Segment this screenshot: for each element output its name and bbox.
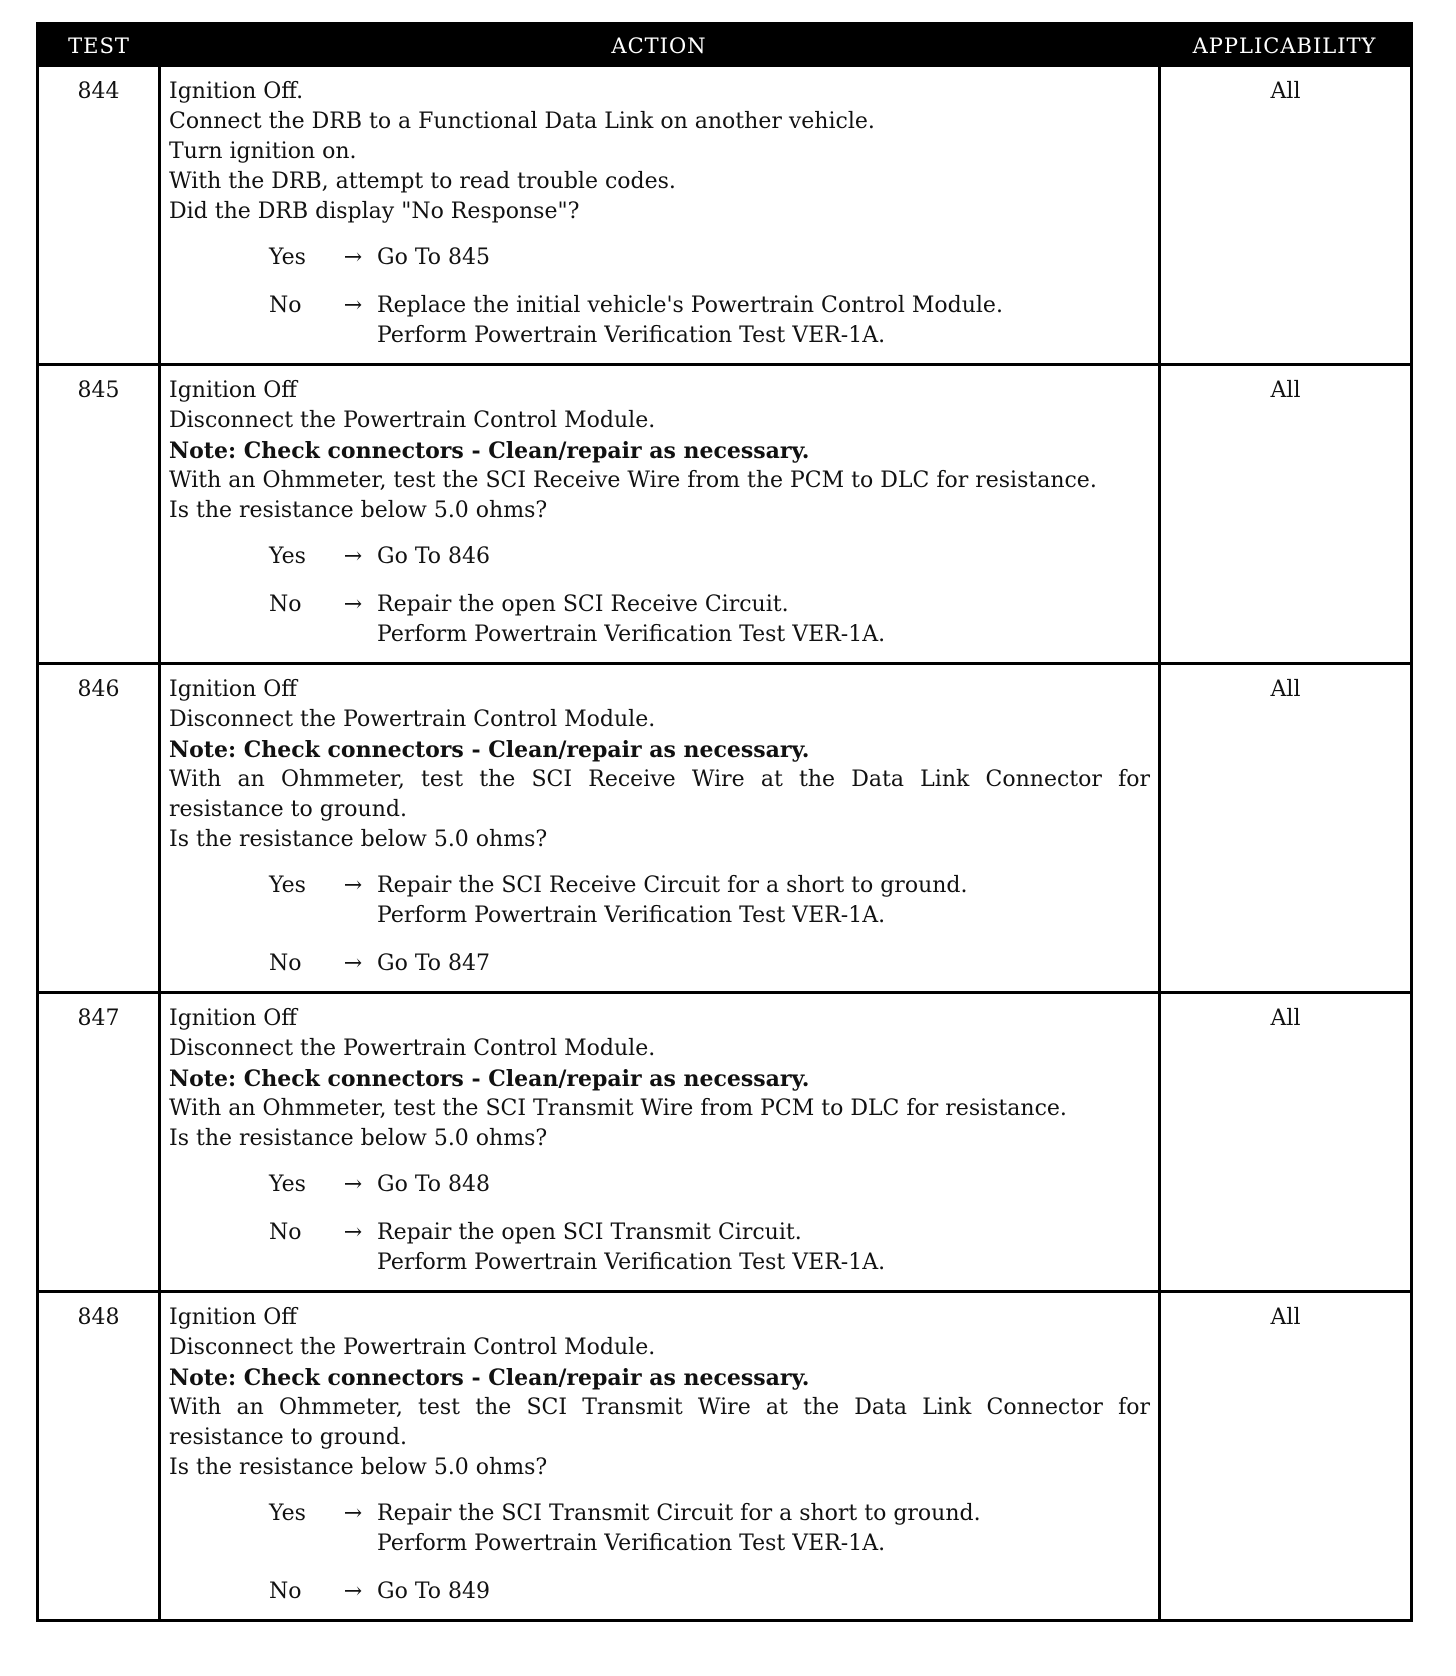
arrow-right-icon: →: [343, 245, 363, 270]
applicability-value: All: [1270, 677, 1301, 702]
action-step: With an Ohmmeter, test the SCI Transmit Wire at the Data Link Connector for: [169, 1395, 1150, 1420]
action-step: With an Ohmmeter, test the SCI Receive Wire at the Data Link Connector for: [169, 767, 1150, 792]
outcome-result: [377, 871, 1150, 931]
arrow-right-icon: →: [343, 544, 363, 569]
table-row: [39, 363, 1410, 662]
outcome-yes: [269, 243, 1150, 273]
action-step: Ignition Off: [169, 1305, 297, 1330]
answer-no: No: [269, 1579, 302, 1604]
action-step: Is the resistance below 5.0 ohms?: [169, 827, 548, 852]
result-line: Replace the initial vehicle's Powertrain Control Module.: [377, 293, 1003, 318]
outcome-yes: [269, 1170, 1150, 1200]
applicability-value: All: [1270, 1006, 1301, 1031]
action-step: resistance to ground.: [169, 1425, 407, 1450]
result-line: Go To 848: [377, 1172, 491, 1197]
table-row: [39, 1290, 1410, 1619]
note-text: Note: Check connectors - Clean/repair as necessary.: [169, 438, 810, 464]
table-header: [39, 25, 1410, 67]
outcome-no: [269, 291, 1150, 351]
action-step: Disconnect the Powertrain Control Module.: [169, 408, 656, 433]
action-step: Ignition Off.: [169, 79, 304, 104]
note-text: Note: Check connectors - Clean/repair as necessary.: [169, 1365, 810, 1391]
action-step: Connect the DRB to a Functional Data Link on another vehicle.: [169, 109, 875, 134]
arrow-right-icon: →: [343, 1501, 363, 1526]
header-applicability: APPLICABILITY: [1192, 34, 1377, 58]
answer-no: No: [269, 951, 302, 976]
table-row: [39, 991, 1410, 1290]
answer-yes: Yes: [269, 245, 306, 270]
outcome-yes: [269, 1499, 1150, 1559]
action-step: Disconnect the Powertrain Control Module.: [169, 1335, 656, 1360]
result-line: Perform Powertrain Verification Test VER-1A.: [377, 323, 886, 348]
arrow-right-icon: →: [343, 1220, 363, 1245]
outcome-yes: [269, 871, 1150, 931]
outcome-result: [377, 291, 1150, 351]
table-row: [39, 662, 1410, 991]
test-number: 844: [39, 67, 161, 363]
action-step: Turn ignition on.: [169, 139, 357, 164]
action-cell: [161, 665, 1161, 991]
action-step: Is the resistance below 5.0 ohms?: [169, 1126, 548, 1151]
action-cell: [161, 1293, 1161, 1619]
answer-yes: Yes: [269, 1172, 306, 1197]
action-step: Ignition Off: [169, 677, 297, 702]
applicability-value: All: [1270, 378, 1301, 403]
applicability-value: All: [1270, 79, 1301, 104]
header-action: ACTION: [611, 34, 707, 58]
result-line: Perform Powertrain Verification Test VER-1A.: [377, 903, 886, 928]
answer-no: No: [269, 293, 302, 318]
result-line: Go To 847: [377, 951, 491, 976]
outcome-result: [377, 243, 1150, 273]
header-test: TEST: [68, 34, 130, 58]
arrow-right-icon: →: [343, 1579, 363, 1604]
result-line: Repair the SCI Receive Circuit for a short to ground.: [377, 873, 968, 898]
action-cell: [161, 994, 1161, 1290]
action-cell: [161, 366, 1161, 662]
arrow-right-icon: →: [343, 1172, 363, 1197]
action-step: Disconnect the Powertrain Control Module.: [169, 707, 656, 732]
action-step: Is the resistance below 5.0 ohms?: [169, 498, 548, 523]
answer-no: No: [269, 592, 302, 617]
outcome-result: [377, 1170, 1150, 1200]
outcomes: [169, 1499, 1150, 1607]
action-step: Disconnect the Powertrain Control Module.: [169, 1036, 656, 1061]
answer-yes: Yes: [269, 1501, 306, 1526]
applicability-value: All: [1270, 1305, 1301, 1330]
outcomes: [169, 243, 1150, 351]
outcome-no: [269, 1577, 1150, 1607]
result-line: Go To 846: [377, 544, 491, 569]
arrow-right-icon: →: [343, 592, 363, 617]
table-body: [39, 67, 1410, 1619]
outcome-no: [269, 949, 1150, 979]
note-text: Note: Check connectors - Clean/repair as necessary.: [169, 1066, 810, 1092]
result-line: Perform Powertrain Verification Test VER-1A.: [377, 1531, 886, 1556]
outcome-result: [377, 542, 1150, 572]
diagnostic-table: [36, 22, 1413, 1622]
outcome-no: [269, 1218, 1150, 1278]
action-step: resistance to ground.: [169, 797, 407, 822]
result-line: Perform Powertrain Verification Test VER-1A.: [377, 1250, 886, 1275]
test-number: 846: [39, 665, 161, 991]
result-line: Repair the open SCI Receive Circuit.: [377, 592, 789, 617]
arrow-right-icon: →: [343, 951, 363, 976]
result-line: Perform Powertrain Verification Test VER-1A.: [377, 622, 886, 647]
outcomes: [169, 1170, 1150, 1278]
answer-no: No: [269, 1220, 302, 1245]
outcome-result: [377, 1218, 1150, 1278]
action-cell: [161, 67, 1161, 363]
result-line: Repair the open SCI Transmit Circuit.: [377, 1220, 802, 1245]
arrow-right-icon: →: [343, 873, 363, 898]
outcomes: [169, 871, 1150, 979]
action-step: Is the resistance below 5.0 ohms?: [169, 1455, 548, 1480]
outcome-result: [377, 949, 1150, 979]
action-step: With an Ohmmeter, test the SCI Receive Wire from the PCM to DLC for resistance.: [169, 468, 1097, 493]
note-text: Note: Check connectors - Clean/repair as necessary.: [169, 737, 810, 763]
outcomes: [169, 542, 1150, 650]
arrow-right-icon: →: [343, 293, 363, 318]
test-number: 847: [39, 994, 161, 1290]
action-step: Did the DRB display "No Response"?: [169, 199, 580, 224]
answer-yes: Yes: [269, 544, 306, 569]
outcome-yes: [269, 542, 1150, 572]
action-step: With the DRB, attempt to read trouble codes.: [169, 169, 676, 194]
action-step: Ignition Off: [169, 378, 297, 403]
result-line: Go To 849: [377, 1579, 491, 1604]
outcome-result: [377, 590, 1150, 650]
answer-yes: Yes: [269, 873, 306, 898]
action-step: Ignition Off: [169, 1006, 297, 1031]
table-row: [39, 67, 1410, 363]
outcome-result: [377, 1577, 1150, 1607]
action-step: With an Ohmmeter, test the SCI Transmit Wire from PCM to DLC for resistance.: [169, 1096, 1067, 1121]
outcome-result: [377, 1499, 1150, 1559]
outcome-no: [269, 590, 1150, 650]
result-line: Repair the SCI Transmit Circuit for a short to ground.: [377, 1501, 981, 1526]
test-number: 848: [39, 1293, 161, 1619]
test-number: 845: [39, 366, 161, 662]
result-line: Go To 845: [377, 245, 491, 270]
